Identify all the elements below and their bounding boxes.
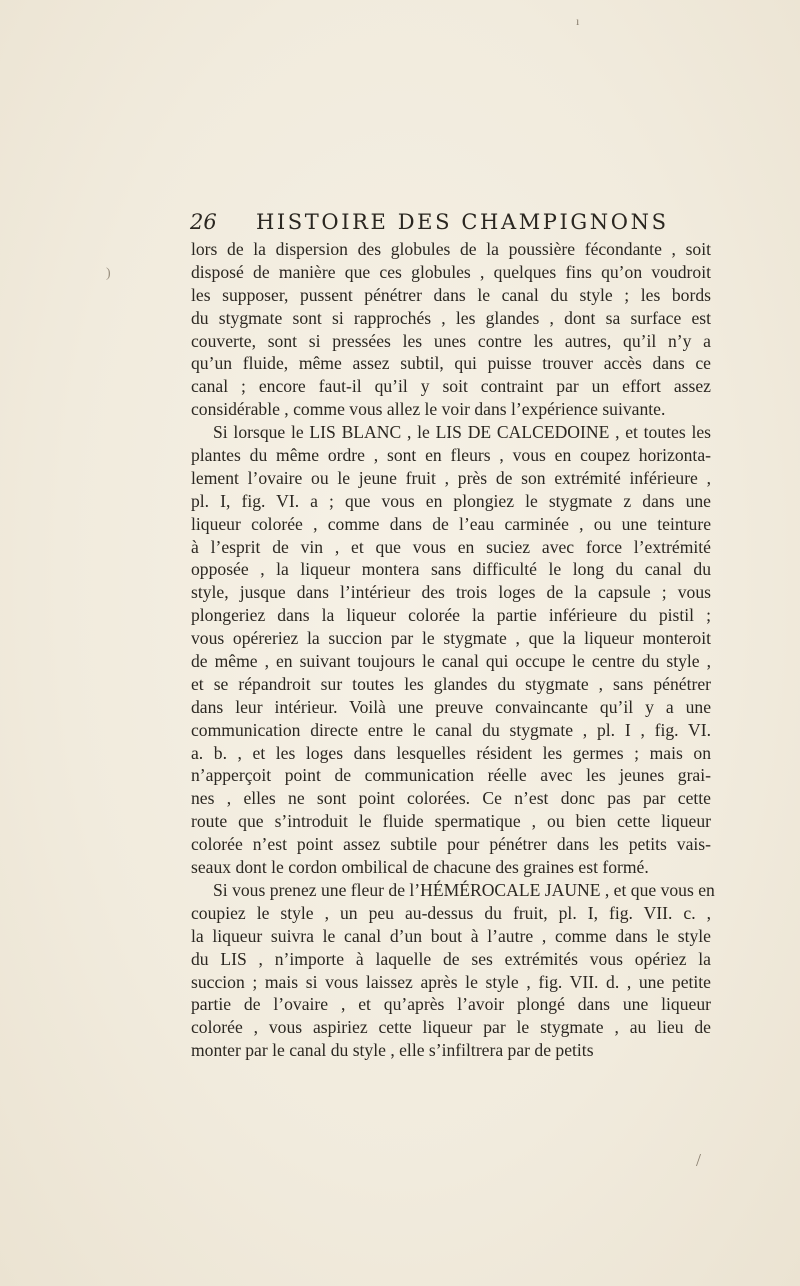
text-line: lors de la dispersion des globules de la poussière fécondante , soit [191,239,711,259]
text-line: plongeriez dans la liqueur colorée la partie inférieure du pistil ; [191,605,711,626]
top-margin-mark: ı [576,14,580,28]
text-line: liqueur colorée , comme dans de l’eau carminée , ou une teinture [191,513,711,534]
text-line: du LIS , n’importe à laquelle de ses extrémités vous opériez la [191,948,711,969]
text-line: a. b. , et les loges dans lesquelles résident les germes ; mais on [191,742,711,763]
text-line: n’apperçoit point de communication réelle avec les jeunes grai- [191,765,711,786]
text-line: et se répandroit sur toutes les glandes du stygmate , sans pénétrer [191,673,711,694]
text-line: vous opéreriez la succion par le stygmate , que la liqueur monteroit [191,628,711,649]
text-line: route que s’introduit le fluide spermatique , ou bien cette liqueur [191,811,711,832]
text-line: coupiez le style , un peu au-dessus du fruit, pl. I, fig. VII. c. , [191,902,711,923]
text-line: succion ; mais si vous laissez après le style , fig. VII. d. , une petite [191,971,711,992]
bottom-margin-mark: / [696,1150,702,1170]
text-line: monter par le canal du style , elle s’infiltrera par de petits [191,1040,594,1061]
text-line: à l’esprit de vin , et que vous en suciez avec force l’extrémité [191,536,711,557]
text-line: considérable , comme vous allez le voir dans l’expérience suivante. [191,399,666,420]
text-line: disposé de manière que ces globules , quelques fins qu’on voudroit [191,261,711,282]
text-line: de même , en suivant toujours le canal qui occupe le centre du style , [191,651,711,672]
page-number: 26 [190,210,217,234]
running-title: HISTOIRE DES CHAMPIGNONS [256,210,669,234]
text-line: la liqueur suivra le canal d’un bout à l’autre , comme dans le style [191,925,711,946]
text-line: les supposer, pussent pénétrer dans le canal du style ; les bords [191,284,711,305]
text-line: du stygmate sont si rapprochés , les glandes , dont sa surface est [191,307,711,328]
text-line: seaux dont le cordon ombilical de chacune des graines est formé. [191,857,649,878]
text-line: Si lorsque le LIS BLANC , le LIS DE CALCEDOINE , et toutes les [213,422,711,443]
text-line: couverte, sont si pressées les unes contre les autres, qu’il n’y a [191,330,711,351]
text-line: nes , elles ne sont point colorées. Ce n’est donc pas par cette [191,788,711,809]
left-margin-mark: ) [106,266,111,281]
text-line: colorée , vous aspiriez cette liqueur par le stygmate , au lieu de [191,1017,711,1038]
text-line: partie de l’ovaire , et qu’après l’avoir plongé dans une liqueur [191,994,711,1015]
text-line: canal ; encore faut-il qu’il y soit contraint par un effort assez [191,376,711,397]
text-line: opposée , la liqueur montera sans difficulté le long du canal du [191,559,711,580]
text-line: dans leur intérieur. Voilà une preuve convaincante qu’il y a une [191,696,711,717]
text-line: Si vous prenez une fleur de l’HÉMÉROCALE JAUNE , et que vous en [213,879,715,900]
text-line: colorée n’est point assez subtile pour pénétrer dans les petits vais- [191,834,711,855]
text-line: plantes du même ordre , sont en fleurs , vous en coupez horizonta- [191,445,711,466]
page-header [190,208,714,238]
text-line: lement l’ovaire ou le jeune fruit , près de son extrémité inférieure , [191,467,711,488]
text-line: communication directe entre le canal du stygmate , pl. I , fig. VI. [191,719,711,740]
body-text [191,238,715,1062]
text-line: style, jusque dans l’intérieur des trois loges de la capsule ; vous [191,582,711,603]
text-line: qu’un fluide, même assez subtil, qui puisse trouver accès dans ce [191,353,711,374]
text-line: pl. I, fig. VI. a ; que vous en plongiez le stygmate z dans une [191,490,711,511]
